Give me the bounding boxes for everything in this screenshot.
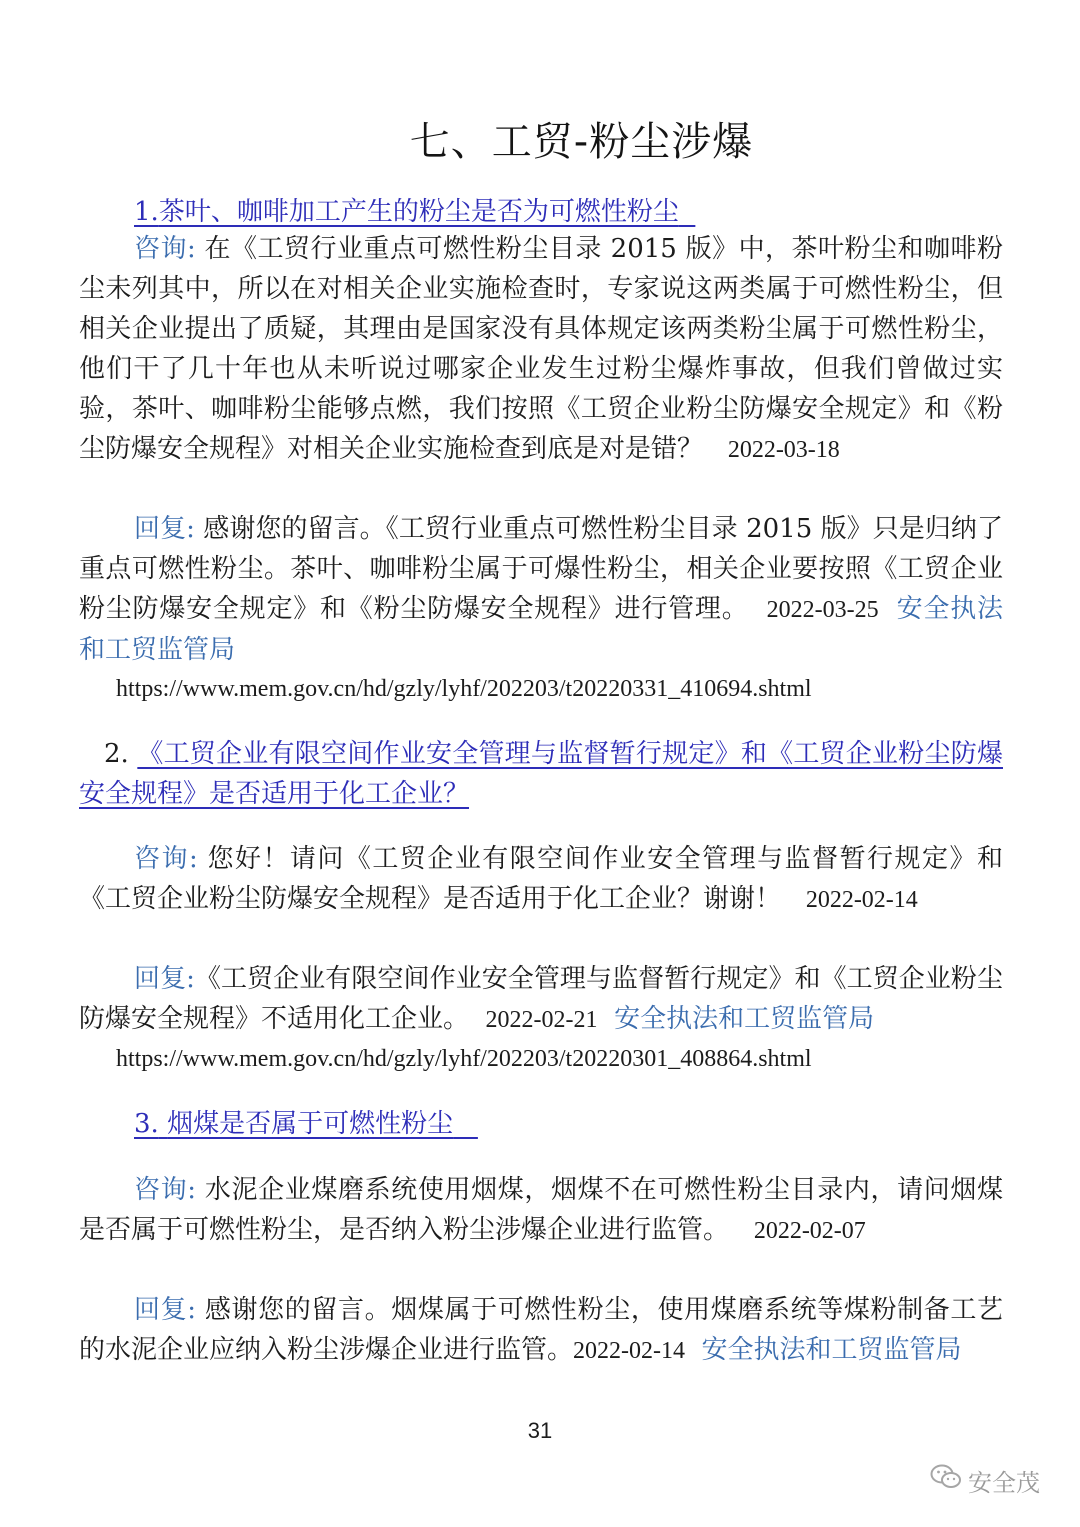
consult-label: 咨询: — [134, 844, 198, 874]
reply-label: 回复: — [134, 514, 195, 544]
question-title-2[interactable] — [79, 734, 1003, 814]
consult-date: 2022-03-18 — [727, 437, 840, 463]
reply-org: 安全执法和工贸监管局 — [79, 594, 1003, 665]
consult-date: 2022-02-07 — [753, 1218, 866, 1244]
reply-label: 回复: — [134, 1295, 197, 1325]
reply-org: 安全执法和工贸监管局 — [614, 1004, 875, 1034]
section-title: 七、工贸-粉尘涉爆 — [409, 119, 754, 165]
question-link[interactable]: 3. 烟煤是否属于可燃性粉尘 — [134, 1109, 454, 1139]
reply-date: 2022-02-14 — [573, 1338, 685, 1364]
consult-text: 在《工贸行业重点可燃性粉尘目录 2015 版》中，茶叶粉尘和咖啡粉尘未列其中，所以在对相关企业实施检查时，专家说这两类属于可燃性粉尘，但相关企业提出了质疑，其理由是国家没有具体规定该两类粉尘属于可燃性粉尘，他们干了几十年也从未听说过哪家企业发生过粉尘爆炸事故，但我们曾做过实验，茶叶、咖啡粉尘能够点燃，我们按照《工贸企业粉尘防爆安全规定》和《粉尘防爆安全规程》对相关企业实施检查到底是对是错？ — [79, 234, 1004, 464]
wechat-icon — [930, 1463, 962, 1497]
source-url-2[interactable]: https://www.mem.gov.cn/hd/gzly/lyhf/202203/t20220301_408864.shtml — [116, 1046, 812, 1072]
consult-paragraph-3 — [79, 1170, 1003, 1251]
question-title-3[interactable] — [79, 1104, 1003, 1144]
consult-text: 水泥企业煤磨系统使用烟煤，烟煤不在可燃性粉尘目录内，请问烟煤是否属于可燃性粉尘，是否纳入粉尘涉爆企业进行监管。 — [79, 1175, 1003, 1245]
reply-text: 感谢您的留言。《工贸行业重点可燃性粉尘目录 2015 版》只是归纳了重点可燃性粉尘。茶叶、咖啡粉尘属于可爆性粉尘，相关企业要按照《工贸企业粉尘防爆安全规定》和《粉尘防爆安全规程》进行管理。 — [79, 514, 1004, 624]
question-link[interactable]: 《工贸企业有限空间作业安全管理与监督暂行规定》和《工贸企业粉尘防爆安全规程》是否适用于化工企业？ — [79, 739, 1003, 809]
watermark-text: 安全茂 — [968, 1468, 1040, 1497]
reply-paragraph-3 — [79, 1290, 1003, 1371]
question-num: 2. — [104, 739, 129, 769]
reply-label: 回复: — [134, 964, 195, 994]
source-url-1[interactable]: https://www.mem.gov.cn/hd/gzly/lyhf/202203/t20220331_410694.shtml — [116, 676, 812, 702]
reply-date: 2022-03-25 — [766, 597, 879, 623]
question-title-1[interactable] — [79, 192, 1003, 232]
reply-paragraph-1 — [79, 509, 1003, 670]
consult-paragraph-2 — [79, 839, 1003, 920]
watermark — [930, 1462, 1040, 1498]
reply-text: 《工贸企业有限空间作业安全管理与监督暂行规定》和《工贸企业粉尘防爆安全规程》不适用化工企业。 — [79, 964, 1003, 1034]
reply-org: 安全执法和工贸监管局 — [701, 1335, 962, 1365]
page-number: 31 — [527, 1418, 553, 1443]
consult-paragraph-1 — [79, 229, 1003, 470]
reply-date: 2022-02-21 — [485, 1007, 598, 1033]
consult-label: 咨询: — [134, 1175, 197, 1205]
consult-label: 咨询: — [134, 234, 196, 264]
consult-text: 您好！请问《工贸企业有限空间作业安全管理与监督暂行规定》和《工贸企业粉尘防爆安全规程》是否适用于化工企业？谢谢！ — [79, 844, 1003, 914]
consult-date: 2022-02-14 — [805, 887, 918, 913]
reply-text: 感谢您的留言。烟煤属于可燃性粉尘，使用煤磨系统等煤粉制备工艺的水泥企业应纳入粉尘涉爆企业进行监管。 — [79, 1295, 1003, 1365]
reply-paragraph-2 — [79, 959, 1003, 1040]
question-link[interactable]: 1.茶叶、咖啡加工产生的粉尘是否为可燃性粉尘 — [134, 197, 679, 227]
